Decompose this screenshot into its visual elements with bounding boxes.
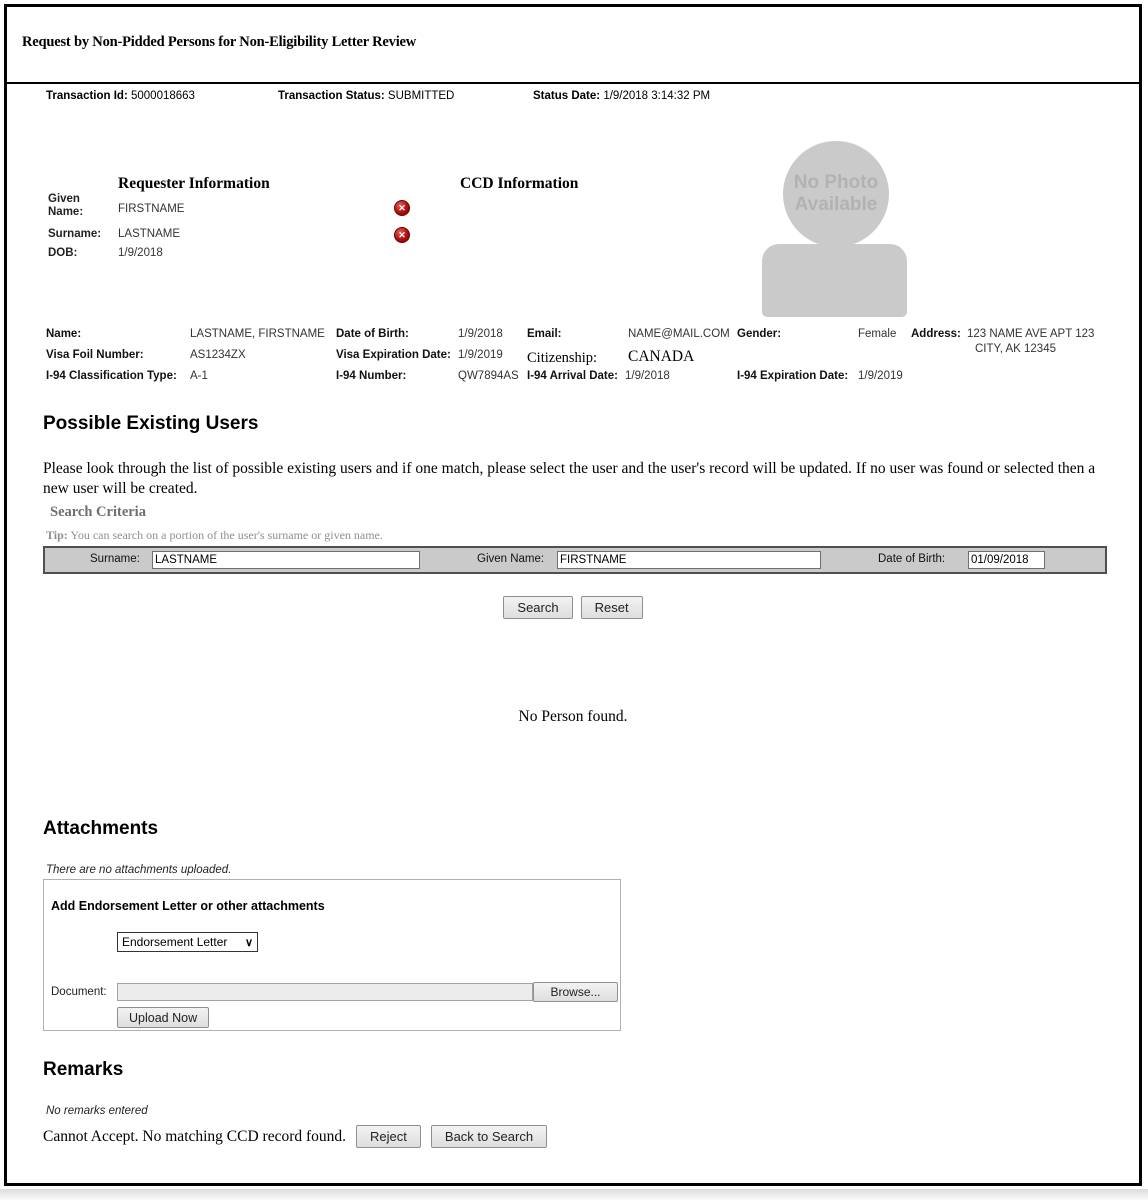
name-label: Name: — [46, 328, 82, 340]
decision-row — [43, 1125, 547, 1148]
document-file-field[interactable] — [117, 983, 533, 1001]
search-criteria-bar — [43, 546, 1107, 574]
i94-number-value: QW7894AS — [458, 370, 519, 382]
search-dob-input[interactable] — [968, 551, 1045, 569]
given-name-value: FIRSTNAME — [118, 203, 185, 215]
i94-expiration-date-label: I-94 Expiration Date: — [737, 370, 849, 382]
header-divider — [7, 82, 1139, 84]
citizenship-value: CANADA — [628, 348, 695, 365]
no-photo-text-line1: No Photo — [793, 172, 879, 193]
attachment-type-select[interactable] — [117, 932, 258, 952]
add-attachment-panel — [43, 879, 621, 1031]
search-given-name-label: Given Name: — [477, 553, 545, 565]
address-value-line1: 123 NAME AVE APT 123 — [967, 328, 1095, 340]
no-person-found-message: No Person found. — [518, 708, 628, 725]
dob-value: 1/9/2018 — [118, 247, 163, 259]
search-surname-label: Surname: — [90, 553, 140, 565]
search-button[interactable]: Search — [503, 596, 572, 619]
visa-foil-number-value: AS1234ZX — [190, 349, 246, 361]
transaction-id-label: Transaction Id: — [46, 90, 128, 102]
status-date-value: 1/9/2018 3:14:32 PM — [603, 90, 711, 102]
status-date — [533, 90, 710, 102]
search-tip — [46, 528, 383, 543]
email-label: Email: — [527, 328, 562, 340]
visa-expiration-date-value: 1/9/2019 — [458, 349, 503, 361]
name-value: LASTNAME, FIRSTNAME — [190, 328, 325, 340]
no-photo-body-silhouette — [762, 244, 907, 317]
search-given-name-input[interactable] — [557, 551, 821, 569]
chevron-down-icon: ∨ — [244, 936, 253, 949]
status-date-label: Status Date: — [533, 90, 601, 102]
transaction-status-label: Transaction Status: — [278, 90, 385, 102]
existing-users-instructions: Please look through the list of possible existing users and if one match, please select the user and the user's record will be updated. If no user was found or selected then a new user will be created. — [43, 460, 1096, 497]
visa-expiration-date-label: Visa Expiration Date: — [336, 349, 451, 361]
no-remarks-message: No remarks entered — [46, 1105, 148, 1117]
ccd-information-heading: CCD Information — [460, 175, 579, 192]
surname-mismatch-error-icon: ✕ — [394, 227, 410, 243]
reset-button[interactable]: Reset — [581, 596, 643, 619]
remarks-heading: Remarks — [43, 1059, 124, 1080]
date-of-birth-label: Date of Birth: — [336, 328, 409, 340]
search-tip-text: You can search on a portion of the user's surname or given name. — [67, 528, 383, 542]
search-surname-input[interactable] — [152, 551, 420, 569]
i94-arrival-date-value: 1/9/2018 — [625, 370, 670, 382]
visa-foil-number-label: Visa Foil Number: — [46, 349, 144, 361]
requester-information-heading: Requester Information — [118, 175, 270, 192]
gender-value: Female — [858, 328, 897, 340]
search-criteria-heading: Search Criteria — [50, 504, 146, 520]
attachment-type-selected-option: Endorsement Letter — [122, 935, 228, 949]
search-dob-label: Date of Birth: — [878, 553, 946, 565]
content-frame — [4, 4, 1142, 1186]
date-of-birth-value: 1/9/2018 — [458, 328, 503, 340]
i94-classification-type-label: I-94 Classification Type: — [46, 370, 177, 382]
transaction-status — [278, 90, 454, 102]
decision-text: Cannot Accept. No matching CCD record found. — [43, 1127, 347, 1145]
email-value: NAME@MAIL.COM — [628, 328, 730, 340]
address-label: Address: — [911, 328, 961, 340]
search-tip-label: Tip: — [46, 528, 68, 542]
citizenship-label: Citizenship: — [527, 350, 598, 366]
page-bottom-shadow — [0, 1189, 1148, 1200]
page-title: Request by Non-Pidded Persons for Non-Eligibility Letter Review — [22, 34, 417, 50]
search-buttons-row — [7, 596, 1139, 619]
transaction-status-value: SUBMITTED — [387, 90, 455, 102]
surname-value: LASTNAME — [118, 228, 180, 240]
possible-existing-users-heading: Possible Existing Users — [43, 413, 259, 434]
i94-expiration-date-value: 1/9/2019 — [858, 370, 903, 382]
dob-label: DOB: — [48, 247, 78, 259]
gender-label: Gender: — [737, 328, 782, 340]
attachments-heading: Attachments — [43, 818, 159, 839]
address-value-line2: CITY, AK 12345 — [975, 343, 1056, 355]
transaction-id-value: 5000018663 — [131, 90, 195, 102]
add-attachment-heading: Add Endorsement Letter or other attachments — [51, 899, 325, 913]
reject-button[interactable]: Reject — [356, 1125, 421, 1148]
upload-now-button[interactable]: Upload Now — [117, 1007, 209, 1028]
i94-arrival-date-label: I-94 Arrival Date: — [527, 370, 618, 382]
document-label: Document: — [51, 986, 107, 998]
no-photo-text-line2: Available — [794, 194, 878, 215]
given-name-label: Given Name: — [48, 193, 84, 218]
no-photo-placeholder — [783, 141, 889, 247]
transaction-id — [46, 90, 195, 102]
no-attachments-message: There are no attachments uploaded. — [46, 864, 232, 876]
i94-classification-type-value: A-1 — [190, 370, 208, 382]
browse-button[interactable]: Browse... — [533, 982, 618, 1002]
i94-number-label: I-94 Number: — [336, 370, 407, 382]
surname-label: Surname: — [48, 228, 102, 240]
given-name-mismatch-error-icon: ✕ — [394, 200, 410, 216]
back-to-search-button[interactable]: Back to Search — [431, 1125, 547, 1148]
